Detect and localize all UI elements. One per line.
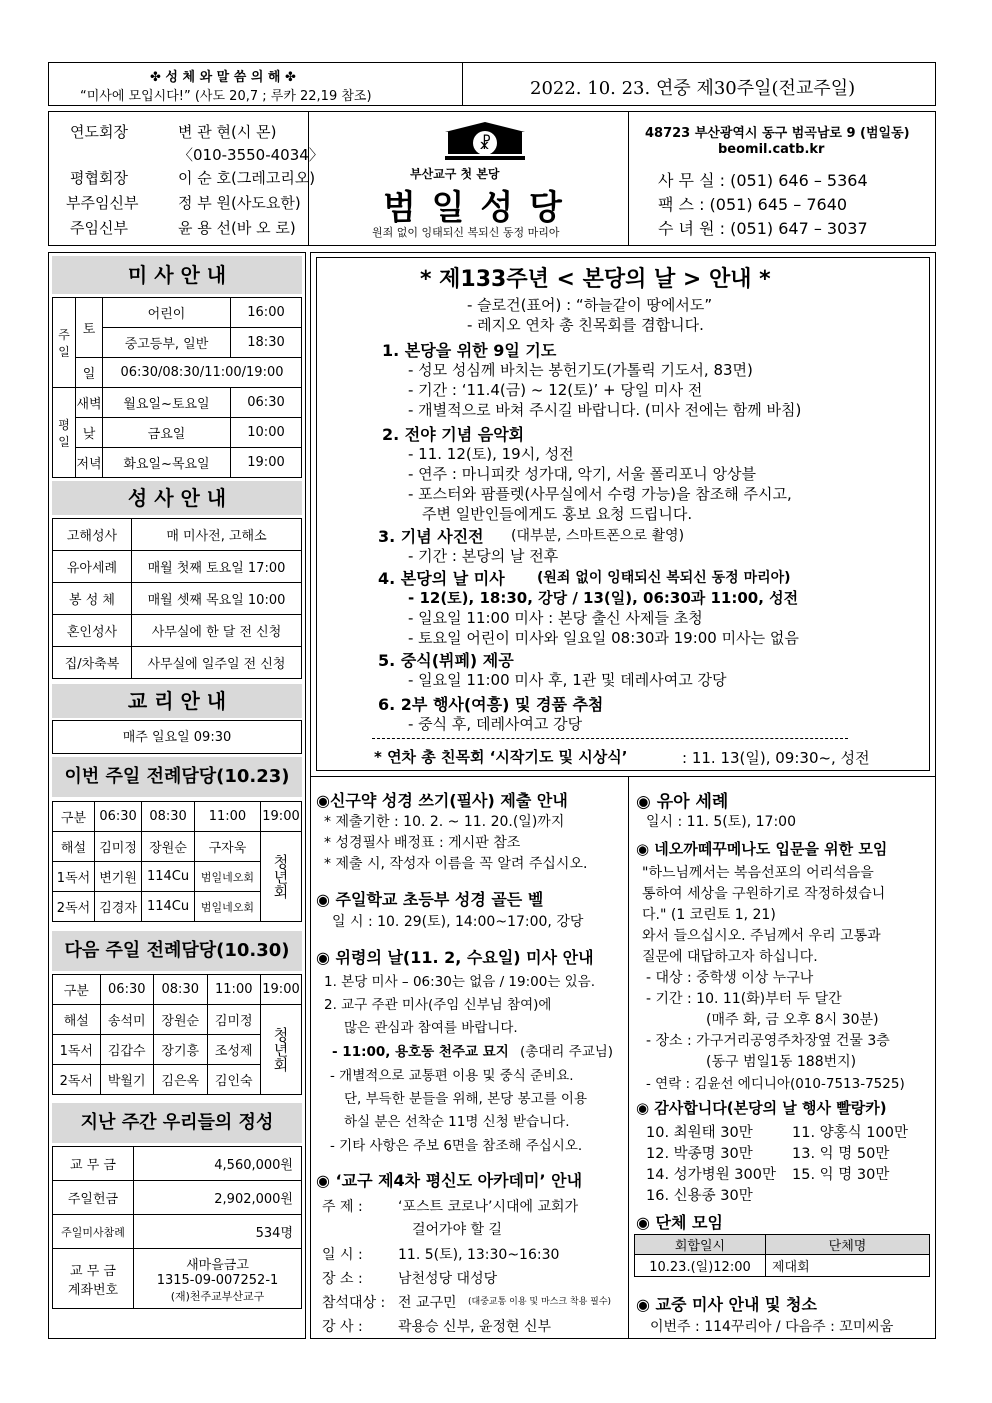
liturgy-cell: 변기원 <box>94 862 141 892</box>
liturgy-cell: 김미정 <box>94 832 141 862</box>
thanks-entry: 12. 박종명 30만 <box>646 1146 753 1162</box>
weekday-slot: 저녁 <box>76 448 103 478</box>
groups-header: 회합일시 <box>635 1235 766 1255</box>
academy-label: 주 제 : <box>322 1199 363 1215</box>
neo-line: "하느님께서는 복음선포의 어리석음을 <box>642 865 874 881</box>
church-patron: 원죄 없이 잉태되신 복되신 동정 마리아 <box>372 226 560 239</box>
bible-line: * 제출 시, 작성자 이름을 꼭 알려 주십시오. <box>324 856 588 872</box>
academy-label: 참석대상 : <box>322 1295 386 1311</box>
thanks-entry: 13. 익 명 50만 <box>792 1146 890 1162</box>
main-line: - 일요일 11:00 미사 : 본당 출신 사제들 초청 <box>408 609 703 627</box>
groups-title: ◉ 단체 모임 <box>636 1213 723 1232</box>
liturgy-this-table <box>52 801 302 922</box>
account-number: 1315-09-007252-1 <box>156 1272 279 1288</box>
goldenbell-title: ◉ 주일학교 초등부 성경 골든 벨 <box>316 890 544 909</box>
thanks-entry: 16. 신용종 30만 <box>646 1188 753 1204</box>
allsouls-line: - 개별적으로 교통편 이용 및 중식 준비요. <box>330 1068 574 1084</box>
liturgy-header: 11:00 <box>207 975 261 1005</box>
svg-text:☧: ☧ <box>478 134 492 153</box>
main-line: 주변 일반인들에게도 홍보 요청 드립니다. <box>422 505 693 523</box>
church-name: 범 일 성 당 <box>383 188 564 228</box>
thanks-entry: 15. 익 명 30만 <box>792 1167 890 1183</box>
academy-label: 강 사 : <box>322 1319 363 1335</box>
main-footer-detail: : 11. 13(일), 09:30~, 성전 <box>682 749 870 767</box>
officer-role: 부주임신부 <box>66 194 139 212</box>
account-bank: 새마을금고 <box>186 1257 249 1273</box>
mass-time: 16:00 <box>231 298 302 328</box>
academy-title: ◉ ‘교구 제4차 평신도 아카데미’ 안내 <box>316 1171 583 1190</box>
main-line: - 개별적으로 바쳐 주시길 바랍니다. (미사 전에는 함께 바침) <box>408 401 802 419</box>
liturgy-header: 06:30 <box>94 802 141 832</box>
church-logo <box>440 118 530 162</box>
liturgy-header: 08:30 <box>142 802 195 832</box>
liturgy-cell: 장원순 <box>154 1005 207 1035</box>
groups-table <box>634 1234 930 1277</box>
sacrament-info: 매 미사전, 고해소 <box>132 519 302 551</box>
officer-phone: 〈010-3550-4034〉 <box>178 146 324 164</box>
main-line: - 일요일 11:00 미사 후, 1관 및 데레사여고 강당 <box>408 671 727 689</box>
sunday-day-label: 일 <box>76 358 103 388</box>
liturgy-role: 2독서 <box>53 1065 101 1095</box>
infant-text: 일시 : 11. 5(토), 17:00 <box>646 814 796 830</box>
liturgy-last-col: 청년회 <box>261 832 302 922</box>
academy-value: 남천성당 대성당 <box>398 1271 498 1287</box>
bible-title: ◉신구약 성경 쓰기(필사) 제출 안내 <box>316 791 568 810</box>
masthead-divider-right <box>628 111 629 246</box>
main-line: - 11. 12(토), 19시, 성전 <box>408 445 574 463</box>
bible-line: * 제출기한 : 10. 2. ~ 11. 20.(일)까지 <box>324 814 565 830</box>
main-line: - 성모 성심께 바치는 봉헌기도(가톨릭 기도서, 83면) <box>408 361 753 379</box>
officer-name: 정 부 원(사도요한) <box>178 194 301 212</box>
sacrament-info: 사무실에 한 달 전 신청 <box>132 615 302 647</box>
liturgy-cell: 박월기 <box>100 1065 153 1095</box>
sunday-label: 주일 <box>53 298 76 388</box>
weekday-slot: 새벽 <box>76 388 103 418</box>
neo-line: - 연락 : 김윤선 에디니아(010-7513-7525) <box>646 1076 905 1092</box>
bible-line: * 성경필사 배정표 : 게시판 참조 <box>324 835 521 851</box>
allsouls-line: - 기타 사항은 주보 6면을 참조해 주십시오. <box>330 1138 583 1154</box>
liturgy-header: 구분 <box>53 975 101 1005</box>
motto: “미사에 모입시다!” (사도 20,7 ; 루카 22,19 참조) <box>80 89 372 104</box>
sacrament-name: 혼인성사 <box>53 615 132 647</box>
main-heading: 1. 본당을 위한 9일 기도 <box>382 341 557 360</box>
weekday-days: 월요일~토요일 <box>103 388 231 418</box>
neo-line: 와서 들으십시오. 주님께서 우리 고통과 <box>642 928 881 944</box>
thanks-entry: 11. 양홍식 100만 <box>792 1125 908 1141</box>
main-line: - 기간 : 본당의 날 전후 <box>408 547 559 565</box>
officer-name: 이 순 호(그레고리오) <box>178 169 316 187</box>
doctrine-text: 매주 일요일 09:30 <box>52 720 302 754</box>
main-line: - 포스터와 팜플렛(사무실에서 수령 가능)을 참조해 주시고, <box>408 485 792 503</box>
liturgy-header: 11:00 <box>194 802 260 832</box>
academy-value: 11. 5(토), 13:30~16:30 <box>398 1247 560 1263</box>
academy-value: 곽용승 신부, 윤정현 신부 <box>398 1319 552 1335</box>
liturgy-role: 2독서 <box>53 892 95 922</box>
church-address: 48723 부산광역시 동구 범곡남로 9 (범일동) <box>645 126 910 141</box>
allsouls-line: - 11:00, 용호동 천주교 묘지 <box>332 1044 509 1060</box>
mass-table <box>52 297 302 478</box>
groups-date: 10.23.(일)12:00 <box>635 1255 766 1277</box>
allsouls-line: 하실 분은 선착순 11명 신청 받습니다. <box>344 1114 570 1130</box>
liturgy-role: 해설 <box>53 832 95 862</box>
sacrament-name: 유아세례 <box>53 551 132 583</box>
main-line: - 토요일 어린이 미사와 일요일 08:30과 19:00 미사는 없음 <box>408 629 799 647</box>
liturgy-cell: 김경자 <box>94 892 141 922</box>
liturgy-cell: 김은옥 <box>154 1065 207 1095</box>
liturgy-header: 구분 <box>53 802 95 832</box>
main-line: - 중식 후, 데레사여고 강당 <box>408 715 583 733</box>
neo-line: 질문에 대답하고자 하십니다. <box>642 949 818 965</box>
main-line: - 연주 : 마니피캇 성가대, 악기, 서울 폴리포니 앙상블 <box>408 465 756 483</box>
offering-value: 4,560,000원 <box>134 1147 302 1181</box>
liturgy-header: 06:30 <box>100 975 153 1005</box>
sacrament-info: 매월 셋째 목요일 10:00 <box>132 583 302 615</box>
allsouls-line: 2. 교구 주관 미사(주임 신부님 참여)에 <box>324 997 552 1013</box>
sacrament-name: 고해성사 <box>53 519 132 551</box>
main-heading: 5. 중식(뷔페) 제공 <box>378 651 514 670</box>
liturgy-next-title: 다음 주일 전례담당(10.30) <box>52 931 302 971</box>
liturgy-cell: 조성제 <box>207 1035 261 1065</box>
officer-role: 연도회장 <box>70 123 128 141</box>
liturgy-cell: 장기흥 <box>154 1035 207 1065</box>
mass-time: 18:30 <box>231 328 302 358</box>
academy-note: (대중교통 이용 및 마스크 착용 필수) <box>468 1297 612 1307</box>
offering-title: 지난 주간 우리들의 정성 <box>52 1103 302 1143</box>
goldenbell-text: 일 시 : 10. 29(토), 14:00~17:00, 강당 <box>332 914 584 930</box>
col-divider <box>628 776 629 1339</box>
weekday-label: 평일 <box>53 388 76 478</box>
contact-convent: 수 녀 원 : (051) 647 – 3037 <box>658 219 868 238</box>
doctrine-title: 교 리 안 내 <box>52 684 302 718</box>
main-line: - 레지오 연차 총 친목회를 겸합니다. <box>467 316 704 334</box>
liturgy-cell: 김인숙 <box>207 1065 261 1095</box>
officer-role: 평협회장 <box>70 169 128 187</box>
year-theme: ✤ 성 체 와 말 씀 의 해 ✤ <box>150 70 296 85</box>
main-line: - 12(토), 18:30, 강당 / 13(일), 06:30과 11:00, 성전 <box>408 589 799 607</box>
main-line: (원죄 없이 잉태되신 복되신 동정 마리아) <box>537 570 791 586</box>
weekday-time: 19:00 <box>231 448 302 478</box>
contact-office: 사 무 실 : (051) 646 – 5364 <box>658 171 868 190</box>
weekday-time: 06:30 <box>231 388 302 418</box>
liturgy-cell: 구자욱 <box>194 832 260 862</box>
liturgy-this-title: 이번 주일 전례담당(10.23) <box>52 757 302 797</box>
liturgy-last-col: 청년회 <box>261 1005 302 1095</box>
cleaning-text: 이번주 : 114꾸리아 / 다음주 : 꼬미씨움 <box>650 1319 894 1335</box>
liturgy-cell: 장원순 <box>142 832 195 862</box>
liturgy-cell: 김미정 <box>207 1005 261 1035</box>
main-heading: 4. 본당의 날 미사 <box>378 569 505 588</box>
academy-label: 일 시 : <box>322 1247 363 1263</box>
liturgy-cell: 114Cu <box>142 862 195 892</box>
officer-role: 주임신부 <box>70 219 128 237</box>
offering-label: 주일헌금 <box>53 1181 134 1215</box>
offering-value: 534명 <box>134 1215 302 1249</box>
cleaning-title: ◉ 교중 미사 안내 및 청소 <box>636 1295 817 1314</box>
allsouls-line: (총대리 주교님) <box>520 1044 614 1060</box>
academy-value: 전 교구민 <box>398 1295 457 1311</box>
liturgy-header: 19:00 <box>261 802 302 832</box>
neo-line: - 대상 : 중학생 이상 누구나 <box>646 970 814 986</box>
sacrament-info: 사무실에 일주일 전 신청 <box>132 647 302 679</box>
main-heading: 2. 전야 기념 음악회 <box>382 425 525 444</box>
neo-line: 다." (1 코린토 1, 21) <box>642 907 776 923</box>
mass-name: 중고등부, 일반 <box>103 328 231 358</box>
neo-title: ◉ 네오까떼꾸메나도 입문을 위한 모임 <box>636 840 888 858</box>
account-holder: (재)천주교부산교구 <box>170 1289 265 1303</box>
liturgy-cell: 송석미 <box>100 1005 153 1035</box>
church-website[interactable]: beomil.catb.kr <box>718 142 825 157</box>
main-line: - 기간 : ‘11.4(금) ~ 12(토)’ + 당일 미사 전 <box>408 381 703 399</box>
offering-value: 2,902,000원 <box>134 1181 302 1215</box>
academy-value: 걸어가야 할 길 <box>412 1222 503 1238</box>
saturday-label: 토 <box>76 298 103 358</box>
liturgy-header: 08:30 <box>154 975 207 1005</box>
neo-line: (동구 범일1동 188번지) <box>706 1054 857 1070</box>
liturgy-next-table <box>52 974 302 1095</box>
row-divider <box>310 776 936 777</box>
weekday-days: 금요일 <box>103 418 231 448</box>
neo-line: (매주 화, 금 오후 8시 30분) <box>706 1012 879 1028</box>
officer-name: 변 관 현(시 몬) <box>178 123 277 141</box>
thanks-entry: 14. 성가병원 300만 <box>646 1167 776 1183</box>
weekday-time: 10:00 <box>231 418 302 448</box>
sacraments-title: 성 사 안 내 <box>52 481 302 515</box>
offering-label: 교 무 금 <box>53 1147 134 1181</box>
dashed-divider <box>372 738 848 739</box>
groups-name: 제대회 <box>766 1255 930 1277</box>
liturgy-cell: 범일네오회 <box>194 892 260 922</box>
liturgy-cell: 범일네오회 <box>194 862 260 892</box>
main-heading: 6. 2부 행사(여흥) 및 경품 추첨 <box>378 695 604 714</box>
sacrament-info: 매월 첫째 토요일 17:00 <box>132 551 302 583</box>
sacrament-name: 집/차축복 <box>53 647 132 679</box>
liturgy-cell: 114Cu <box>142 892 195 922</box>
academy-label: 장 소 : <box>322 1271 363 1287</box>
offering-table <box>52 1146 302 1309</box>
church-diocese: 부산교구 첫 본당 <box>410 167 500 181</box>
account-info <box>134 1249 302 1309</box>
allsouls-line: 1. 본당 미사 – 06:30는 없음 / 19:00는 있음. <box>324 974 596 990</box>
liturgy-role: 1독서 <box>53 1035 101 1065</box>
main-heading: 3. 기념 사진전 <box>378 527 484 546</box>
neo-line: 통하여 세상을 구원하기로 작정하셨습니 <box>642 886 886 902</box>
liturgy-role: 해설 <box>53 1005 101 1035</box>
main-line: - 슬로건(표어) : “하늘같이 땅에서도” <box>467 296 713 314</box>
groups-header: 단체명 <box>766 1235 930 1255</box>
issue-date: 2022. 10. 23. 연중 제30주일(전교주일) <box>530 78 856 99</box>
sacrament-name: 봉 성 체 <box>53 583 132 615</box>
thanks-entry: 10. 최원태 30만 <box>646 1125 753 1141</box>
liturgy-header: 19:00 <box>261 975 302 1005</box>
officer-name: 윤 용 선(바 오 로) <box>178 219 296 237</box>
allsouls-line: 단, 부득한 분들을 위해, 본당 봉고를 이용 <box>344 1091 587 1107</box>
anniversary-title: * 제133주년 < 본당의 날 > 안내 * <box>420 267 771 292</box>
infant-title: ◉ 유아 세례 <box>636 792 729 812</box>
sacraments-table <box>52 518 302 679</box>
main-footer: * 연차 총 친목회 ‘시작기도 및 시상식’ <box>374 748 628 766</box>
main-line: (대부분, 스마트폰으로 촬영) <box>511 528 685 544</box>
weekday-slot: 낮 <box>76 418 103 448</box>
mass-title: 미 사 안 내 <box>52 256 302 294</box>
allsouls-line: 많은 관심과 참여를 바랍니다. <box>344 1020 518 1036</box>
offering-label: 주일미사참례 <box>53 1215 134 1249</box>
neo-line: - 장소 : 가구거리공영주차장옆 건물 3층 <box>646 1033 890 1049</box>
contact-fax: 팩 스 : (051) 645 – 7640 <box>658 195 848 214</box>
weekday-days: 화요일~목요일 <box>103 448 231 478</box>
academy-value: ‘포스트 코로나’시대에 교회가 <box>398 1199 579 1215</box>
account-label: 교 무 금 계좌번호 <box>53 1249 134 1309</box>
liturgy-cell: 김갑수 <box>100 1035 153 1065</box>
mass-name: 어린이 <box>103 298 231 328</box>
allsouls-title: ◉ 위령의 날(11. 2, 수요일) 미사 안내 <box>316 948 594 967</box>
sunday-times: 06:30/08:30/11:00/19:00 <box>103 358 302 388</box>
liturgy-role: 1독서 <box>53 862 95 892</box>
neo-line: - 기간 : 10. 11(화)부터 두 달간 <box>646 991 842 1007</box>
thanks-title: ◉ 감사합니다(본당의 날 행사 빨랑카) <box>636 1099 887 1117</box>
